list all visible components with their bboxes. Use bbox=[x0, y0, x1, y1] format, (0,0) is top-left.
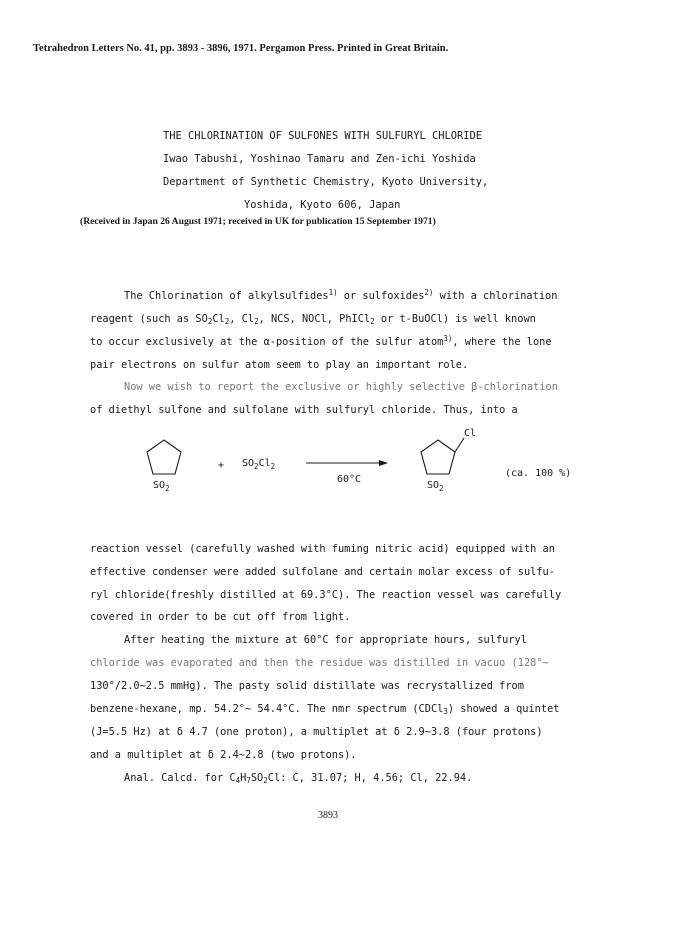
p1-line-5: Now we wish to report the exclusive or highly selective β-chlorination bbox=[124, 381, 558, 393]
c-cl-bond bbox=[455, 438, 464, 452]
journal-header: Tetrahedron Letters No. 41, pp. 3893 - 3896, 1971. Pergamon Press. Printed in Great Britain. bbox=[33, 43, 449, 54]
plus-sign: + bbox=[218, 460, 225, 471]
p3-line-6: and a multiplet at δ 2.4~2.8 (two protons). bbox=[90, 749, 357, 761]
sulfuryl-chloride-reagent: $SO_2Cl_2$ bbox=[242, 458, 276, 471]
p3-line-5: (J=5.5 Hz) at δ 4.7 (one proton), a multiplet at δ 2.9~3.8 (four protons) bbox=[90, 726, 543, 738]
reaction-condition: 60°C bbox=[337, 474, 362, 485]
p1-line-3: to occur exclusively at the α-position of the sulfur atom$^{3)}$, where the lone bbox=[90, 334, 552, 348]
received-dates: (Received in Japan 26 August 1971; received in UK for publication 15 September 1971) bbox=[80, 216, 436, 227]
chlorosulfolane-structure bbox=[421, 438, 464, 474]
sulfolane-ring bbox=[147, 440, 181, 474]
elemental-analysis: Anal. Calcd. for $C_4H_7SO_2Cl$: C, 31.07; H, 4.56; Cl, 22.94. bbox=[124, 772, 473, 785]
p3-line-1: After heating the mixture at 60°C for appropriate hours, sulfuryl bbox=[124, 634, 527, 646]
ref-2: 2) bbox=[424, 288, 434, 297]
p3-line-4: benzene-hexane, mp. 54.2°~ 54.4°C. The nmr spectrum (CDCl$_3$) showed a quintet bbox=[90, 703, 560, 716]
page-number: 3893 bbox=[318, 810, 338, 821]
sulfolane-structure bbox=[147, 440, 181, 474]
p1-line-1: The Chlorination of alkylsulfides$^{1)}$ or sulfoxides$^{2)}$ with a chlorination bbox=[124, 288, 558, 302]
ref-1: 1) bbox=[328, 288, 338, 297]
chlorine-label: Cl bbox=[464, 428, 477, 439]
p1-line-4: pair electrons on sulfur atom seem to play an important role. bbox=[90, 359, 469, 371]
chlorosulfolane-ring bbox=[421, 440, 455, 474]
authors: Iwao Tabushi, Yoshinao Tamaru and Zen-ichi Yoshida bbox=[163, 153, 476, 165]
p3-line-2: chloride was evaporated and then the residue was distilled in vacuo (128°~ bbox=[90, 657, 549, 669]
affiliation-line-1: Department of Synthetic Chemistry, Kyoto University, bbox=[163, 176, 489, 188]
ref-3: 3) bbox=[443, 334, 453, 343]
p3-line-3: 130°/2.0~2.5 mmHg). The pasty solid distillate was recrystallized from bbox=[90, 680, 524, 692]
p2-line-1: reaction vessel (carefully washed with fuming nitric acid) equipped with an bbox=[90, 543, 555, 555]
p1-line-6: of diethyl sulfone and sulfolane with sulfuryl chloride. Thus, into a bbox=[90, 404, 518, 416]
p1-line-2: reagent (such as $SO_2Cl_2$, $Cl_2$, NCS, NOCl, PhICl$_2$ or t-BuOCl) is well known bbox=[90, 313, 536, 326]
p2-line-4: covered in order to be cut off from light. bbox=[90, 611, 351, 623]
reaction-arrow bbox=[306, 460, 388, 466]
paper-title: THE CHLORINATION OF SULFONES WITH SULFURYL CHLORIDE bbox=[163, 130, 483, 142]
yield-label: (ca. 100 %) bbox=[505, 468, 572, 479]
sulfolane-so2-label: $SO_2$ bbox=[153, 480, 170, 493]
p2-line-3: ryl chloride(freshly distilled at 69.3°C). The reaction vessel was carefully bbox=[90, 589, 562, 601]
affiliation-line-2: Yoshida, Kyoto 606, Japan bbox=[244, 199, 401, 211]
chlorosulfolane-so2-label: $SO_2$ bbox=[427, 480, 444, 493]
reaction-scheme bbox=[130, 428, 600, 504]
p2-line-2: effective condenser were added sulfolane and certain molar excess of sulfu- bbox=[90, 566, 555, 578]
